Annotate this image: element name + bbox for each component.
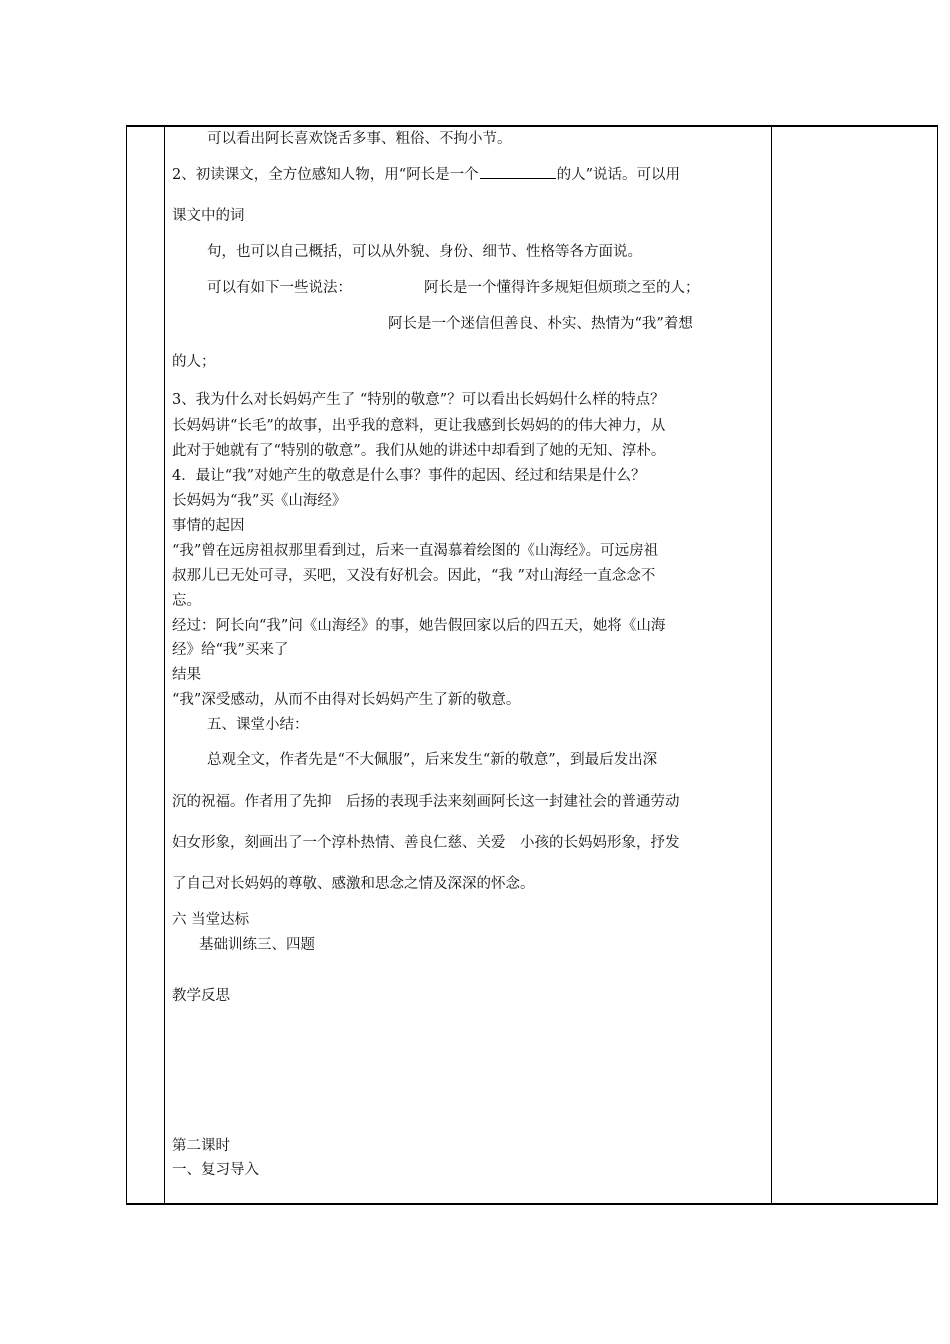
text-line: 此对于她就有了“特别的敬意”。我们从她的讲述中却看到了她的无知、淳朴。 bbox=[172, 443, 666, 459]
question-2-start: 2、初读课文，全方位感知人物，用“阿长是一个 bbox=[172, 167, 479, 183]
text-line: 的人； bbox=[172, 354, 216, 370]
text-line: 基础训练三、四题 bbox=[199, 937, 315, 953]
text-line: 长妈妈为“我”买《山海经》 bbox=[172, 493, 347, 509]
text-line: 结果 bbox=[172, 667, 201, 683]
section-heading: 六 当堂达标 bbox=[172, 912, 250, 928]
section-heading: 教学反思 bbox=[172, 988, 230, 1004]
question-2-end: 的人”说话。可以用 bbox=[556, 167, 681, 183]
text-line: 阿长是一个迷信但善良、朴实、热情为“我”着想 bbox=[388, 316, 693, 332]
section-heading: 一、复习导入 bbox=[172, 1162, 259, 1178]
text-line: 妇女形象，刻画出了一个淳朴热情、善良仁慈、关爱 小孩的长妈妈形象，抒发 bbox=[172, 835, 680, 851]
text-line: 可以有如下一些说法： bbox=[207, 280, 352, 296]
text-line: 句，也可以自己概括，可以从外貌、身份、细节、性格等各方面说。 bbox=[207, 244, 642, 260]
text-line: 沉的祝福。作者用了先抑 后扬的表现手法来刻画阿长这一封建社会的普通劳动 bbox=[172, 794, 680, 810]
text-line: 叔那儿已无处可寻，买吧，又没有好机会。因此，“我 ”对山海经一直念念不 bbox=[172, 568, 656, 584]
text-line: 忘。 bbox=[172, 593, 201, 609]
text-line: 了自己对长妈妈的尊敬、感激和思念之情及深深的怀念。 bbox=[172, 876, 535, 892]
text-line: “我”深受感动，从而不由得对长妈妈产生了新的敬意。 bbox=[172, 692, 521, 708]
fill-in-blank bbox=[480, 164, 556, 179]
question-4: 4．最让“我”对她产生的敬意是什么事？事件的起因、经过和结果是什么？ bbox=[172, 468, 646, 484]
text-line: 经过：阿长向“我”问《山海经》的事，她告假回家以后的四五天，她将《山海 bbox=[172, 618, 666, 634]
text-line: 课文中的词 bbox=[172, 208, 245, 224]
question-2 bbox=[172, 164, 680, 185]
text-line: 可以看出阿长喜欢饶舌多事、粗俗、不拘小节。 bbox=[207, 131, 512, 147]
table-column-divider-left bbox=[164, 125, 165, 1205]
text-line: 总观全文，作者先是“不大佩服”，后来发生“新的敬意”，到最后发出深 bbox=[207, 752, 658, 768]
text-line: “我”曾在远房祖叔那里看到过，后来一直渴慕着绘图的《山海经》。可远房祖 bbox=[172, 543, 659, 559]
section-heading: 第二课时 bbox=[172, 1138, 230, 1154]
text-line: 阿长是一个懂得许多规矩但烦琐之至的人； bbox=[424, 280, 700, 296]
section-heading: 五、课堂小结： bbox=[207, 717, 309, 733]
text-line: 事情的起因 bbox=[172, 518, 245, 534]
text-line: 长妈妈讲“长毛”的故事，出乎我的意料，更让我感到长妈妈的的伟大神力，从 bbox=[172, 418, 666, 434]
table-column-divider-right bbox=[771, 125, 772, 1205]
question-3: 3、我为什么对长妈妈产生了 “特别的敬意”？可以看出长妈妈什么样的特点？ bbox=[172, 392, 665, 408]
text-line: 经》给“我”买来了 bbox=[172, 642, 289, 658]
